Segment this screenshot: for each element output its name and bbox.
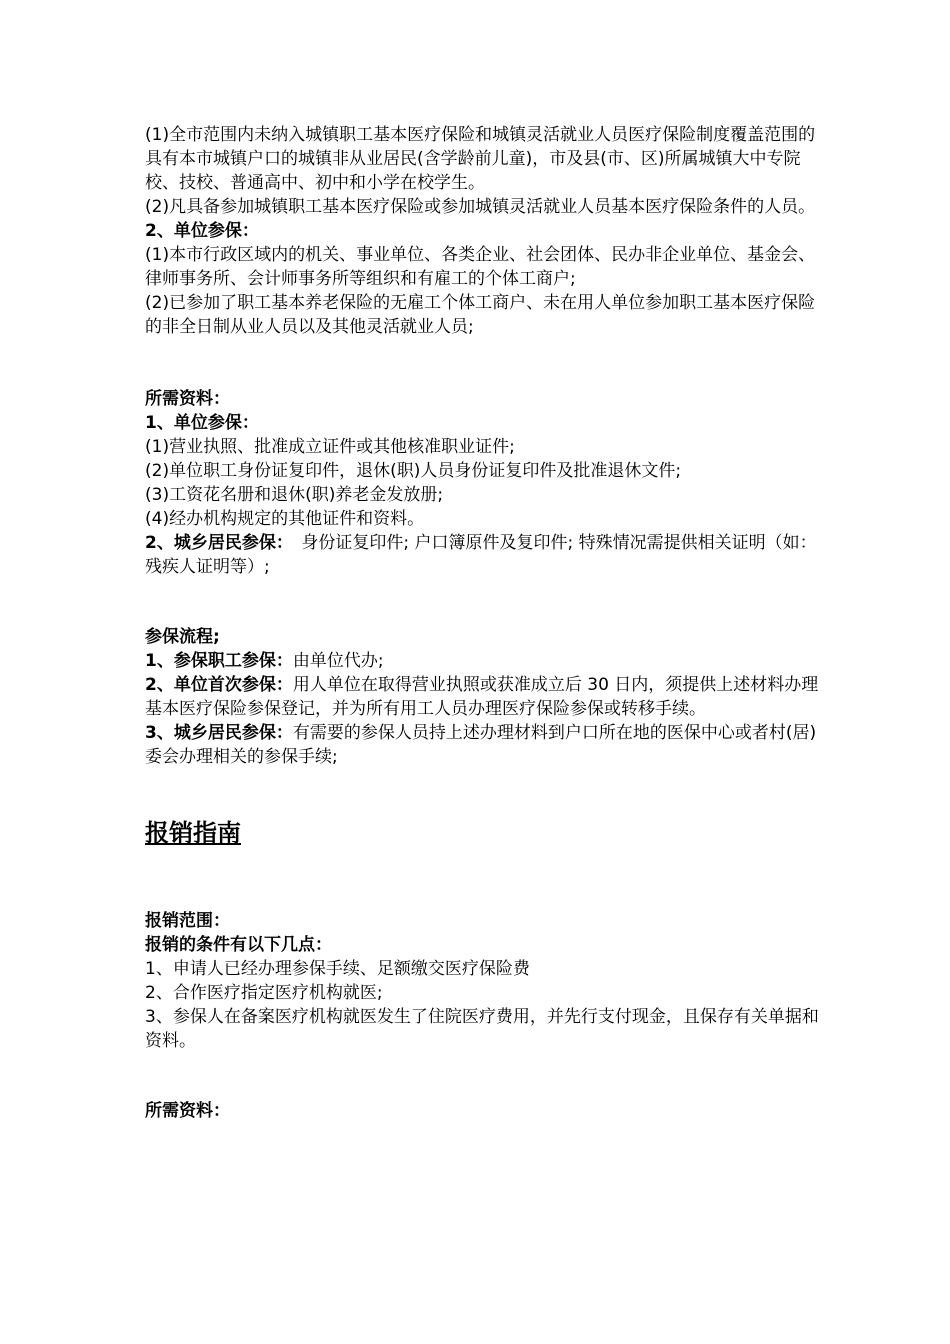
document-page <box>145 123 825 1123</box>
materials-resident <box>145 531 825 579</box>
materials-item: (1)营业执照、批准成立证件或其他核准职业证件; <box>145 437 515 457</box>
materials-heading: 所需资料： <box>145 389 230 409</box>
reimbursement-condition: 1、申请人已经办理参保手续、足额缴交医疗保险费 <box>145 959 530 979</box>
eligibility-item-2: (2)凡具备参加城镇职工基本医疗保险或参加城镇灵活就业人员基本医疗保险条件的人员。 <box>145 197 816 217</box>
eligibility-item-1: (1)全市范围内未纳入城镇职工基本医疗保险和城镇灵活就业人员医疗保险制度覆盖范围的具有本市城镇户口的城镇非从业居民(含学龄前儿童)，市及县(市、区)所属城镇大中专院校、技校、普通高中、初中和小学在校学生。 <box>145 125 816 193</box>
reimbursement-condition: 2、合作医疗指定医疗机构就医; <box>145 983 383 1003</box>
reimbursement-scope-heading: 报销范围： <box>145 911 230 931</box>
process-step-1-label: 1、参保职工参保： <box>145 651 293 671</box>
process-step-1-text: 由单位代办; <box>292 651 384 671</box>
process-step-2 <box>145 673 825 721</box>
reimbursement-materials-heading: 所需资料： <box>145 1101 230 1121</box>
materials-resident-label: 2、城乡居民参保： <box>145 533 285 553</box>
unit-enrollment-heading: 2、单位参保： <box>145 221 259 241</box>
materials-item: (3)工资花名册和退休(职)养老金发放册; <box>145 485 444 505</box>
materials-item: (4)经办机构规定的其他证件和资料。 <box>145 509 425 529</box>
process-step-3-label: 3、城乡居民参保： <box>145 723 293 743</box>
process-heading: 参保流程; <box>145 627 220 647</box>
reimbursement-conditions-heading: 报销的条件有以下几点： <box>145 935 332 955</box>
materials-resident-text: 身份证复印件; 户口簿原件及复印件; 特殊情况需提供相关证明（如：残疾人证明等）; <box>145 533 817 577</box>
materials-item: (2)单位职工身份证复印件，退休(职)人员身份证复印件及批准退休文件; <box>145 461 682 481</box>
process-step-1 <box>145 649 825 673</box>
unit-enrollment-item-2: (2)已参加了职工基本养老保险的无雇工个体工商户、未在用人单位参加职工基本医疗保险的非全日制从业人员以及其他灵活就业人员; <box>145 293 816 337</box>
process-step-3 <box>145 721 825 769</box>
unit-enrollment-item-1: (1)本市行政区域内的机关、事业单位、各类企业、社会团体、民办非企业单位、基金会、律师事务所、会计师事务所等组织和有雇工的个体工商户; <box>145 245 816 289</box>
materials-unit-heading: 1、单位参保： <box>145 413 259 433</box>
process-step-3-text: 有需要的参保人员持上述办理材料到户口所在地的医保中心或者村(居)委会办理相关的参保手续; <box>145 723 817 767</box>
process-step-2-label: 2、单位首次参保： <box>145 675 293 695</box>
reimbursement-title: 报销指南 <box>145 819 241 847</box>
reimbursement-condition: 3、参保人在备案医疗机构就医发生了住院医疗费用，并先行支付现金，且保存有关单据和资料。 <box>145 1007 819 1051</box>
process-step-2-text: 用人单位在取得营业执照或获准成立后 30 日内，须提供上述材料办理基本医疗保险参保登记，并为所有用工人员办理医疗保险参保或转移手续。 <box>145 675 819 719</box>
